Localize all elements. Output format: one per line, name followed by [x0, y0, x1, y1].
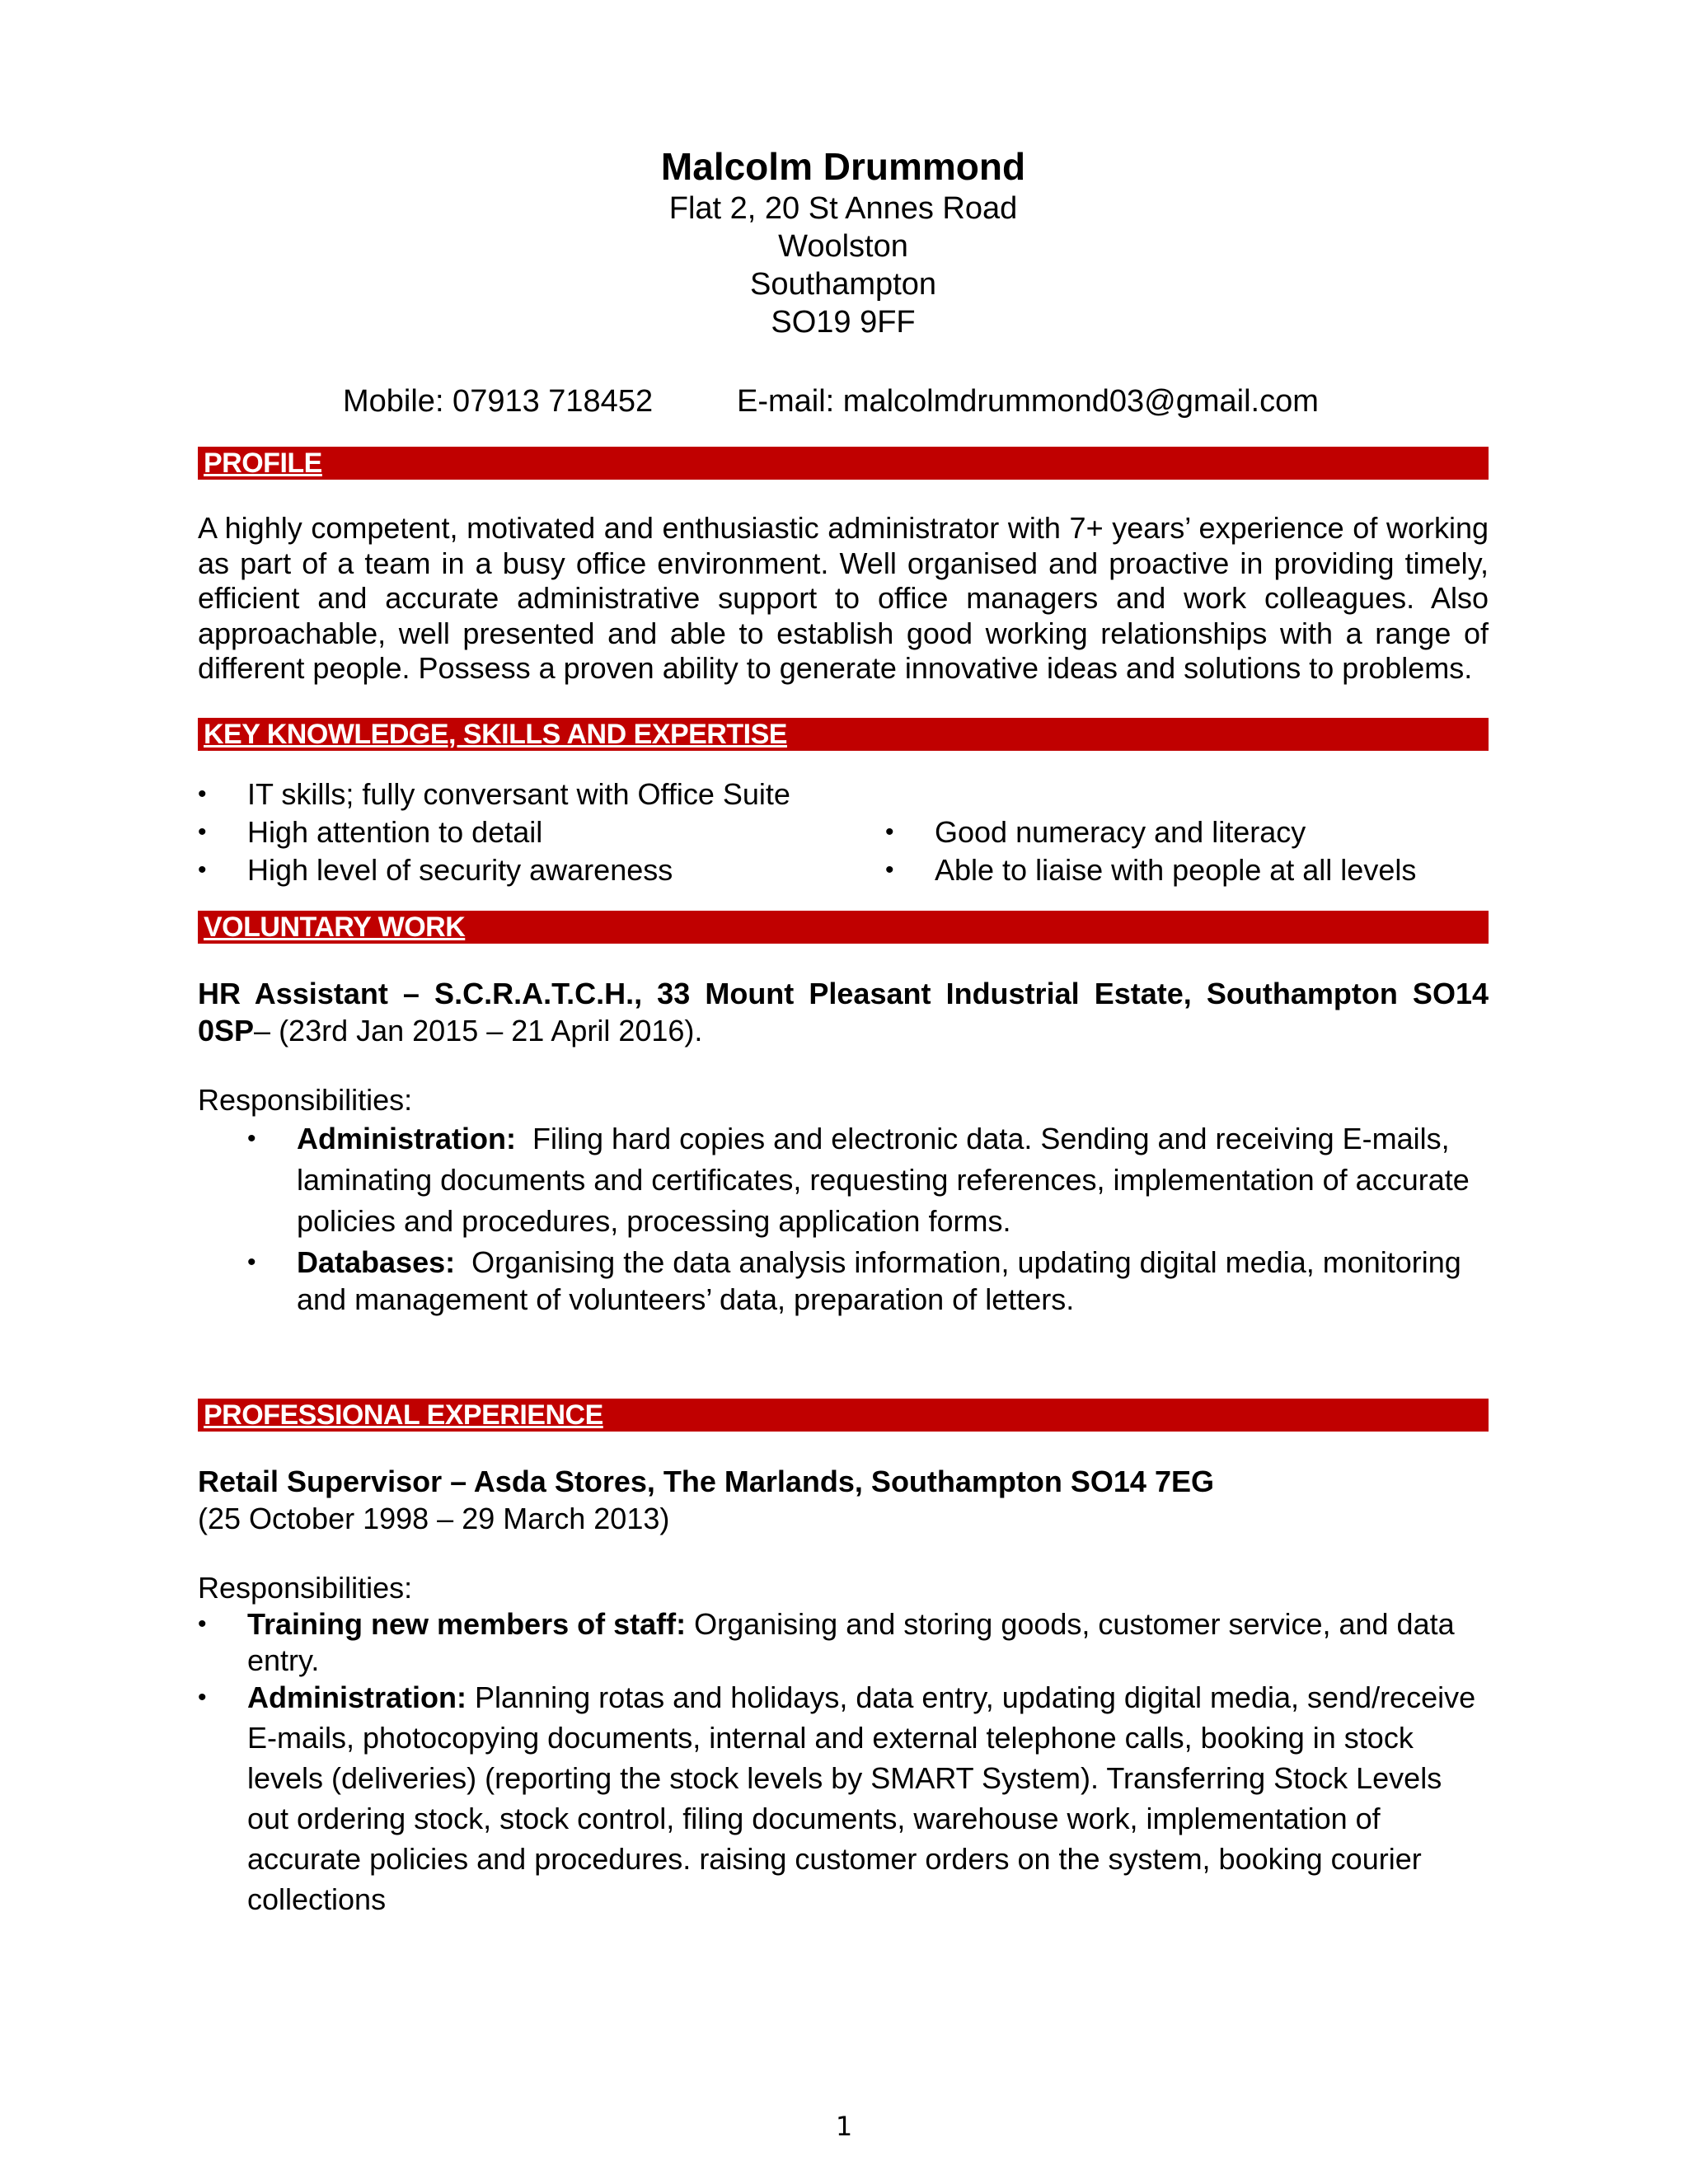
candidate-name: Malcolm Drummond: [660, 145, 1026, 188]
professional-job-role: Retail Supervisor – Asda Stores, The Marlands, Southampton SO14 7EG: [198, 1464, 1214, 1498]
responsibility-label: Administration:: [297, 1121, 516, 1155]
section-bar-skills: [198, 718, 1489, 751]
professional-job-dates: (25 October 1998 – 29 March 2013): [198, 1501, 670, 1535]
section-bar-voluntary: [198, 911, 1489, 944]
voluntary-job-role: HR Assistant – S.C.R.A.T.C.H., 33 Mount Pleasant Industrial Estate, Southampton SO14 0SP: [198, 976, 1489, 1047]
mobile-number: Mobile: 07913 718452: [343, 384, 654, 419]
skill-item: High attention to detail: [247, 814, 543, 849]
address-line-3: Southampton: [749, 267, 937, 302]
section-bar-professional: [198, 1399, 1489, 1432]
cv-content: [198, 143, 1489, 1919]
bullet-icon: •: [885, 855, 894, 883]
address-line-1: Flat 2, 20 St Annes Road: [668, 191, 1018, 226]
responsibility-text: Organising the data analysis information, updating digital media, monitoring and management of volunteers’ data, preparation of letters.: [297, 1244, 1461, 1316]
voluntary-responsibilities-label: Responsibilities:: [198, 1082, 413, 1117]
responsibility-label: Databases:: [297, 1244, 456, 1279]
skill-item: Good numeracy and literacy: [935, 814, 1306, 849]
page-number: 1: [835, 2111, 853, 2142]
list-item: [198, 1244, 1489, 1318]
responsibility-text: Organising and storing goods, customer service, and data entry.: [247, 1606, 1455, 1677]
responsibility-label: Administration:: [247, 1680, 467, 1714]
responsibility-label: Training new members of staff:: [247, 1606, 687, 1641]
bullet-icon: •: [198, 1610, 207, 1638]
voluntary-responsibilities-list: [198, 1118, 1489, 1318]
list-item: [198, 1606, 1489, 1679]
section-heading-professional: PROFESSIONAL EXPERIENCE: [198, 1399, 607, 1432]
skill-item: Able to liaise with people at all levels: [935, 852, 1417, 887]
skill-item: IT skills; fully conversant with Office Suite: [247, 776, 790, 811]
voluntary-job-dates: – (23rd Jan 2015 – 21 April 2016).: [254, 1013, 703, 1047]
professional-responsibilities-label: Responsibilities:: [198, 1570, 413, 1605]
email-address: E-mail: malcolmdrummond03@gmail.com: [737, 384, 1319, 419]
voluntary-job-title: [198, 975, 1489, 1049]
section-heading-profile: PROFILE: [198, 447, 326, 480]
responsibility-text: Planning rotas and holidays, data entry, updating digital media, send/receive E-mails, photocopying documents, internal and external telephone calls, booking in stock levels (deliveries) (reporting the stock levels by SMART System). Transferring Stock Levels out ordering stock, stock control, filing documents, warehouse work, implementation of accurate policies and procedures. raising customer orders on the system, booking courier collections: [247, 1680, 1476, 1916]
skills-list: [198, 776, 1489, 899]
bullet-icon: •: [198, 855, 207, 883]
profile-text: A highly competent, motivated and enthusiastic administrator with 7+ years’ experience of working as part of a team in a busy office environment. Well organised and proactive in providing timely, efficient and accurate administrative support to office managers and work colleagues. Also approachable, well presented and able to establish good working relationships with a range of different people. Possess a proven ability to generate innovative ideas and solutions to problems.: [198, 511, 1489, 685]
skill-item: High level of security awareness: [247, 852, 673, 887]
bullet-icon: •: [885, 818, 894, 846]
section-heading-voluntary: VOLUNTARY WORK: [198, 911, 468, 944]
professional-job-title: [198, 1463, 1489, 1537]
bullet-icon: •: [198, 1683, 207, 1711]
section-bar-profile: [198, 447, 1489, 480]
bullet-icon: •: [198, 780, 207, 808]
address-line-2: Woolston: [778, 229, 908, 264]
address-postcode: SO19 9FF: [771, 305, 916, 340]
bullet-icon: •: [198, 818, 207, 846]
cv-header: [198, 143, 1489, 341]
responsibility-text: Filing hard copies and electronic data. Sending and receiving E-mails, laminating documents and certificates, requesting references, implementation of accurate policies and procedures, processing application forms.: [297, 1121, 1470, 1238]
list-item: [198, 1118, 1489, 1242]
section-heading-skills: KEY KNOWLEDGE, SKILLS AND EXPERTISE: [198, 718, 790, 751]
list-item: [198, 1677, 1489, 1919]
bullet-icon: •: [247, 1248, 256, 1276]
contact-details: [198, 382, 1489, 424]
professional-responsibilities-list: [198, 1606, 1489, 1919]
bullet-icon: •: [247, 1124, 256, 1152]
